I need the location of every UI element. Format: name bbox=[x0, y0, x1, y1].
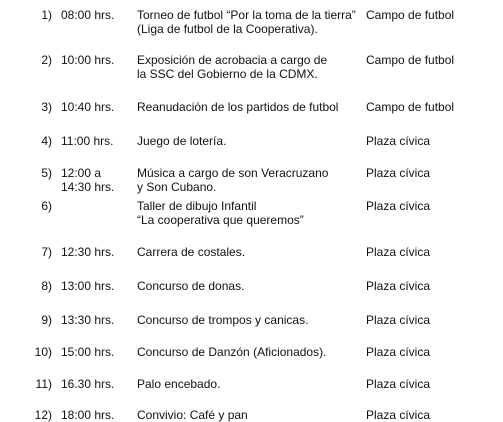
item-place: Plaza cívica bbox=[366, 245, 431, 259]
item-place: Plaza cívica bbox=[366, 345, 431, 359]
item-time bbox=[61, 245, 121, 259]
item-place: Plaza cívica bbox=[366, 166, 431, 180]
item-time bbox=[61, 53, 121, 67]
item-time-line: 13:30 hrs. bbox=[61, 313, 115, 327]
item-activity bbox=[137, 345, 362, 359]
item-place: Campo de futbol bbox=[366, 100, 455, 114]
item-number: 5) bbox=[41, 166, 52, 180]
item-number: 6) bbox=[41, 199, 52, 213]
item-activity-line: Concurso de donas. bbox=[137, 279, 245, 293]
item-activity-line: Convivio: Café y pan bbox=[137, 408, 248, 422]
item-time-line: 12:00 a bbox=[61, 166, 102, 180]
item-time bbox=[61, 279, 121, 293]
item-number: 1) bbox=[41, 8, 52, 22]
item-number: 11) bbox=[35, 377, 52, 391]
item-time bbox=[61, 134, 121, 148]
item-time-line: 15:00 hrs. bbox=[61, 345, 115, 359]
item-activity bbox=[137, 279, 362, 293]
item-time bbox=[61, 377, 121, 391]
item-place: Campo de futbol bbox=[366, 53, 455, 67]
item-place: Plaza cívica bbox=[366, 279, 431, 293]
item-number: 12) bbox=[34, 408, 52, 422]
item-activity-line: Concurso de trompos y canicas. bbox=[137, 313, 309, 327]
item-activity bbox=[137, 166, 362, 194]
item-activity-line: Reanudación de los partidos de futbol bbox=[137, 100, 339, 114]
item-time-line: 10:00 hrs. bbox=[61, 53, 115, 67]
item-activity bbox=[137, 199, 362, 227]
item-activity-line: (Liga de futbol de la Cooperativa). bbox=[137, 22, 318, 36]
item-activity bbox=[137, 53, 362, 81]
item-number: 7) bbox=[41, 245, 52, 259]
item-activity bbox=[137, 313, 362, 327]
item-time bbox=[61, 313, 121, 327]
item-place: Plaza cívica bbox=[366, 199, 431, 213]
item-activity-line: Palo encebado. bbox=[137, 377, 221, 391]
item-time-line: 11:00 hrs. bbox=[61, 134, 114, 148]
item-time-line: 18:00 hrs. bbox=[61, 408, 115, 422]
item-number: 2) bbox=[41, 53, 52, 67]
item-activity-line: Concurso de Danzón (Aficionados). bbox=[137, 345, 327, 359]
item-time-line: 16.30 hrs. bbox=[61, 377, 115, 391]
item-place: Plaza cívica bbox=[366, 377, 431, 391]
item-activity-line: Juego de lotería. bbox=[137, 134, 227, 148]
item-time-line: 13:00 hrs. bbox=[61, 279, 115, 293]
item-place: Plaza cívica bbox=[366, 134, 431, 148]
item-activity-line: Carrera de costales. bbox=[137, 245, 246, 259]
item-activity bbox=[137, 100, 362, 114]
item-activity-line: Taller de dibujo Infantil bbox=[137, 199, 257, 213]
item-activity-line: Torneo de futbol “Por la toma de la tierra” bbox=[137, 8, 356, 22]
item-number: 9) bbox=[41, 313, 52, 327]
item-number: 3) bbox=[41, 100, 52, 114]
item-place: Plaza cívica bbox=[366, 313, 431, 327]
item-activity-line: “La cooperativa que queremos” bbox=[137, 213, 304, 227]
item-activity-line: y Son Cubano. bbox=[137, 180, 217, 194]
item-place: Plaza cívica bbox=[366, 408, 431, 422]
item-activity-line: Exposición de acrobacia a cargo de bbox=[137, 53, 328, 67]
item-activity-line: la SSC del Gobierno de la CDMX. bbox=[137, 67, 318, 81]
item-time bbox=[61, 345, 121, 359]
item-activity bbox=[137, 245, 362, 259]
item-activity bbox=[137, 377, 362, 391]
item-time-line: 08:00 hrs. bbox=[61, 8, 115, 22]
item-activity bbox=[137, 8, 362, 36]
item-time-line: 12:30 hrs. bbox=[61, 245, 115, 259]
item-time-line: 10:40 hrs. bbox=[61, 100, 115, 114]
item-time-line: 14:30 hrs. bbox=[61, 180, 115, 194]
item-number: 10) bbox=[34, 345, 52, 359]
item-time bbox=[61, 166, 121, 194]
item-activity-line: Música a cargo de son Veracruzano bbox=[137, 166, 329, 180]
item-place: Campo de futbol bbox=[366, 8, 455, 22]
item-number: 8) bbox=[41, 279, 52, 293]
item-time bbox=[61, 8, 121, 22]
item-activity bbox=[137, 134, 362, 148]
item-number: 4) bbox=[41, 134, 52, 148]
item-time bbox=[61, 100, 121, 114]
